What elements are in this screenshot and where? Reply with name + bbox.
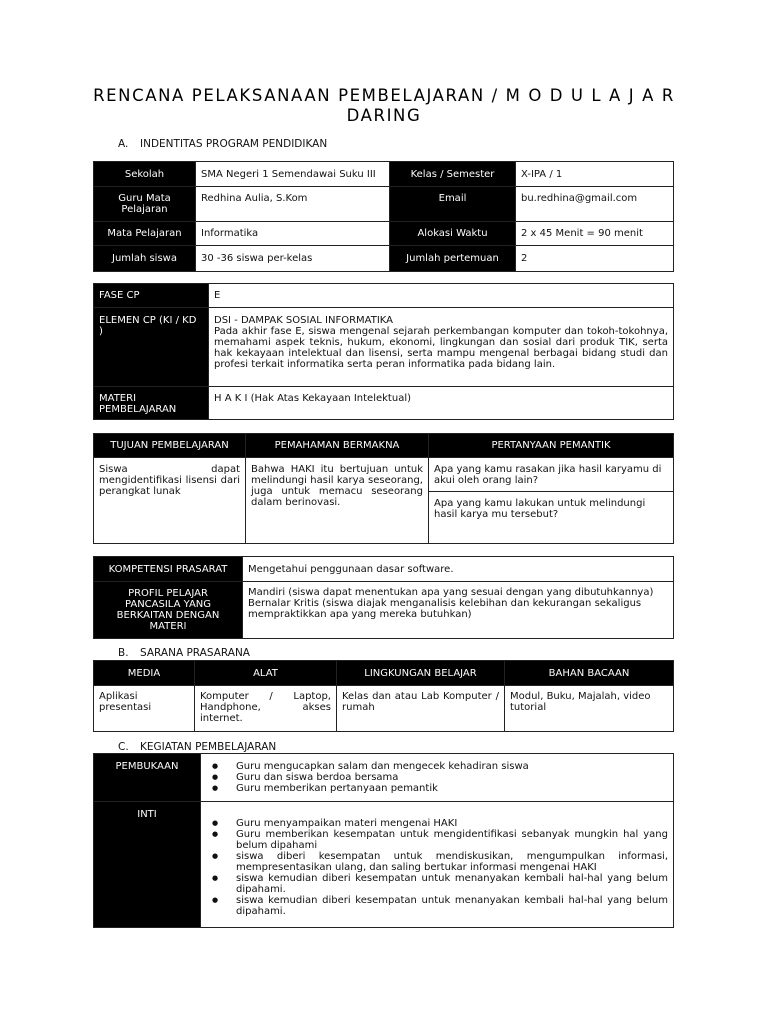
list-item: ● siswa kemudian diberi kesempatan untuk menanyakan kembali hal-hal yang belum dipahami. bbox=[206, 895, 668, 917]
fase-row bbox=[94, 284, 674, 308]
pembukaan-list bbox=[206, 761, 668, 794]
materi-value: H A K I (Hak Atas Kekayaan Intelektual) bbox=[209, 387, 674, 420]
list-item: ● Guru menyampaikan materi mengenai HAKI bbox=[206, 818, 668, 829]
alat-cell: Komputer / Laptop, Handphone, akses internet. bbox=[195, 686, 337, 732]
pembukaan-row bbox=[94, 754, 674, 802]
elemen-text: Pada akhir fase E, siswa mengenal sejarah perkembangan komputer dan tokoh-tokohnya, memahami aspek teknis, hukum, ekonomi, lingkungan dan sosial dari produk TIK, serta hak kekayaan intelektual dan lisensi, serta mampu mengenal berbagai bidang studi dan profesi terkait informatika serta peran informatika pada bidang lain. bbox=[214, 326, 668, 370]
identitas-label: Jumlah pertemuan bbox=[390, 246, 516, 272]
media-cell: Aplikasi presentasi bbox=[94, 686, 195, 732]
list-item: ● Guru dan siswa berdoa bersama bbox=[206, 772, 668, 783]
fase-label: FASE CP bbox=[94, 284, 209, 308]
list-item: ● siswa diberi kesempatan untuk mendiskusikan, mengumpulkan informasi, mempresentasikan ulang, dan saling bertukar informasi mengenai HAKI bbox=[206, 851, 668, 873]
profil-row bbox=[94, 582, 674, 639]
sarana-header-row bbox=[94, 661, 674, 686]
pembukaan-cell bbox=[201, 754, 674, 802]
profil-item: Bernalar Kritis (siswa diajak menganalisis kelebihan dan kekurangan sekaligus mempraktikkan apa yang mereka butuhkan) bbox=[248, 598, 642, 620]
sarana-row bbox=[94, 686, 674, 732]
identitas-value: 2 x 45 Menit = 90 menit bbox=[516, 222, 674, 246]
identitas-label: Kelas / Semester bbox=[390, 162, 516, 187]
identitas-row bbox=[94, 187, 674, 222]
kompetensi-value: Mengetahui penggunaan dasar software. bbox=[243, 557, 674, 582]
profil-value bbox=[243, 582, 674, 639]
list-item: ● siswa kemudian diberi kesempatan untuk menanyakan kembali hal-hal yang belum dipahami. bbox=[206, 873, 668, 895]
sarana-table bbox=[93, 660, 674, 732]
kegiatan-table bbox=[93, 753, 674, 928]
inti-row bbox=[94, 802, 674, 928]
identitas-row bbox=[94, 222, 674, 246]
lingkungan-cell: Kelas dan atau Lab Komputer / rumah bbox=[337, 686, 505, 732]
identitas-value: 30 -36 siswa per-kelas bbox=[196, 246, 390, 272]
inti-label: INTI bbox=[94, 802, 201, 928]
identitas-row bbox=[94, 162, 674, 187]
pemahaman-cell: Bahwa HAKI itu bertujuan untuk melindungi hasil karya seseorang, juga untuk memacu seseorang dalam berinovasi. bbox=[246, 458, 429, 544]
section-c-heading bbox=[118, 741, 276, 753]
section-b-heading bbox=[118, 647, 250, 659]
identitas-value: SMA Negeri 1 Semendawai Suku III bbox=[196, 162, 390, 187]
title-line-1: RENCANA PELAKSANAAN PEMBELAJARAN / M O D U L A J A R bbox=[93, 86, 675, 105]
elemen-row bbox=[94, 308, 674, 387]
identitas-label: Alokasi Waktu bbox=[390, 222, 516, 246]
profil-item: Mandiri (siswa dapat menentukan apa yang sesuai dengan yang dibutuhkannya) bbox=[248, 587, 654, 598]
kompetensi-table bbox=[93, 556, 674, 639]
pembukaan-label: PEMBUKAAN bbox=[94, 754, 201, 802]
section-c-number: C. bbox=[118, 741, 129, 753]
identitas-value: 2 bbox=[516, 246, 674, 272]
inti-list bbox=[206, 818, 668, 917]
media-header: MEDIA bbox=[94, 661, 195, 686]
section-a-heading bbox=[118, 138, 327, 150]
tujuan-row bbox=[94, 458, 674, 492]
fase-value: E bbox=[209, 284, 674, 308]
inti-cell bbox=[201, 802, 674, 928]
section-b-label: SARANA PRASARANA bbox=[140, 647, 250, 659]
title-line-2: DARING bbox=[346, 106, 422, 125]
list-item: ● Guru mengucapkan salam dan mengecek kehadiran siswa bbox=[206, 761, 668, 772]
elemen-value bbox=[209, 308, 674, 387]
materi-row bbox=[94, 387, 674, 420]
tujuan-cell: Siswa dapat mengidentifikasi lisensi dari perangkat lunak bbox=[94, 458, 246, 544]
identitas-value: Redhina Aulia, S.Kom bbox=[196, 187, 390, 222]
identitas-label: Mata Pelajaran bbox=[94, 222, 196, 246]
lingkungan-header: LINGKUNGAN BELAJAR bbox=[337, 661, 505, 686]
document-title bbox=[80, 86, 688, 126]
list-item: ● Guru memberikan pertanyaan pemantik bbox=[206, 783, 668, 794]
materi-label: MATERI PEMBELAJARAN bbox=[94, 387, 209, 420]
list-item: ● Guru memberikan kesempatan untuk mengidentifikasi sebanyak mungkin hal yang belum dipahami bbox=[206, 829, 668, 851]
kompetensi-row bbox=[94, 557, 674, 582]
section-c-label: KEGIATAN PEMBELAJARAN bbox=[140, 741, 277, 753]
bahan-cell: Modul, Buku, Majalah, video tutorial bbox=[505, 686, 674, 732]
identitas-label: Email bbox=[390, 187, 516, 222]
bahan-header: BAHAN BACAAN bbox=[505, 661, 674, 686]
elemen-label: ELEMEN CP (KI / KD ) bbox=[94, 308, 209, 387]
alat-header: ALAT bbox=[195, 661, 337, 686]
tujuan-header-row bbox=[94, 434, 674, 458]
identitas-value: X-IPA / 1 bbox=[516, 162, 674, 187]
profil-label: PROFIL PELAJAR PANCASILA YANG BERKAITAN DENGAN MATERI bbox=[94, 582, 243, 639]
identitas-row bbox=[94, 246, 674, 272]
tujuan-header: TUJUAN PEMBELAJARAN bbox=[94, 434, 246, 458]
pertanyaan-cell: Apa yang kamu lakukan untuk melindungi hasil karya mu tersebut? bbox=[429, 492, 674, 544]
kompetensi-label: KOMPETENSI PRASARAT bbox=[94, 557, 243, 582]
identitas-label: Jumlah siswa bbox=[94, 246, 196, 272]
fase-table bbox=[93, 283, 674, 420]
pertanyaan-header: PERTANYAAN PEMANTIK bbox=[429, 434, 674, 458]
identitas-label: Sekolah bbox=[94, 162, 196, 187]
identitas-value: Informatika bbox=[196, 222, 390, 246]
tujuan-table bbox=[93, 433, 674, 544]
identitas-table bbox=[93, 161, 674, 272]
section-a-label: INDENTITAS PROGRAM PENDIDIKAN bbox=[140, 138, 328, 150]
section-b-number: B. bbox=[118, 647, 129, 659]
elemen-title: DSI - DAMPAK SOSIAL INFORMATIKA bbox=[214, 315, 394, 326]
pemahaman-header: PEMAHAMAN BERMAKNA bbox=[246, 434, 429, 458]
identitas-value: bu.redhina@gmail.com bbox=[516, 187, 674, 222]
section-a-number: A. bbox=[118, 138, 129, 150]
identitas-label: Guru Mata Pelajaran bbox=[94, 187, 196, 222]
pertanyaan-cell: Apa yang kamu rasakan jika hasil karyamu di akui oleh orang lain? bbox=[429, 458, 674, 492]
